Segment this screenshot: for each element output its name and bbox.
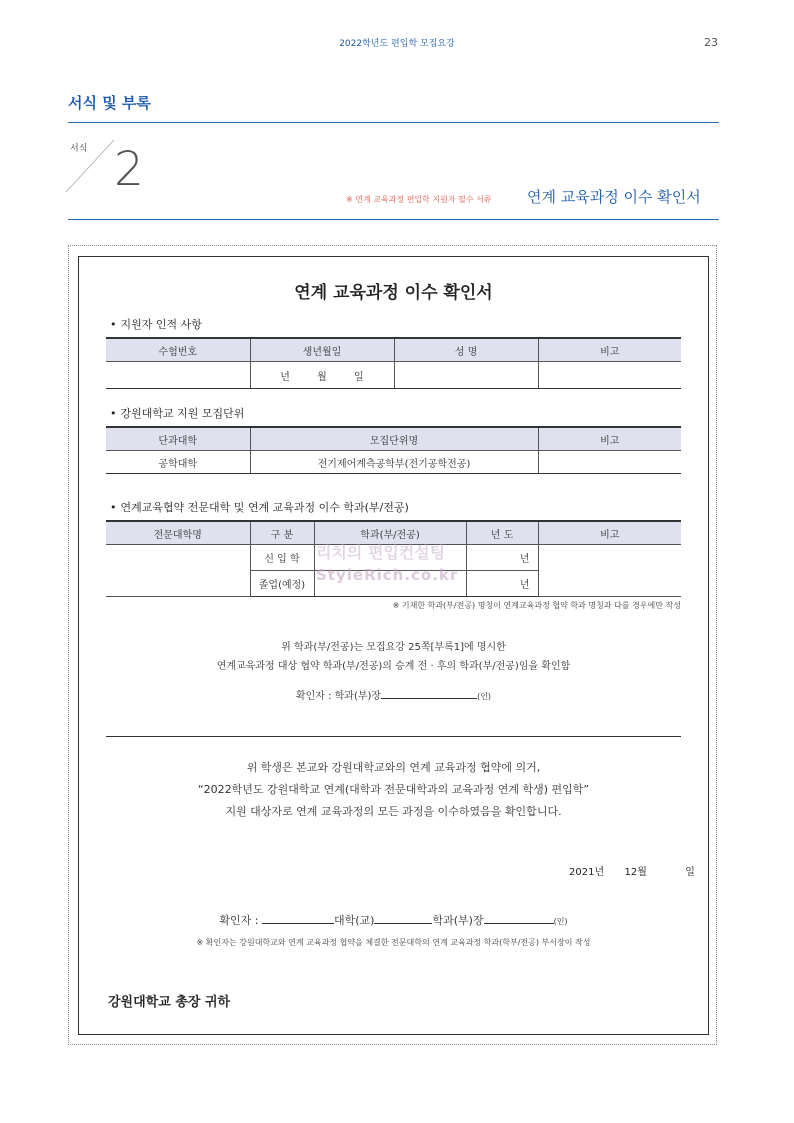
section3-heading: • 연계교육협약 전문대학 및 연계 교육과정 이수 학과(부/전공): [110, 501, 409, 514]
section1-title: 지원자 인적 사항: [120, 318, 202, 331]
col-unit-name: 모집단위명: [250, 427, 538, 451]
confirm-row: [106, 912, 681, 928]
doc-title: 연계 교육과정 이수 확인서: [527, 188, 701, 206]
col-major: 학과(부/전공): [314, 521, 466, 545]
form-number: 2: [114, 142, 144, 197]
confirm-univ-line[interactable]: [262, 912, 334, 924]
col-year: 년 도: [466, 521, 538, 545]
remarks-cell[interactable]: [538, 362, 681, 389]
section3-title: 연계교육협약 전문대학 및 연계 교육과정 이수 학과(부/전공): [120, 501, 409, 514]
dept-signature-line[interactable]: [381, 687, 477, 699]
year-label: 년: [280, 371, 290, 383]
slash-decoration: [62, 136, 122, 196]
col-category: 구 분: [250, 521, 314, 545]
col-college-name: 전문대학명: [106, 521, 250, 545]
statement-line1: 위 학생은 본교와 강원대학교와의 연계 교육과정 협약에 의거,: [246, 761, 541, 774]
issue-day: 일: [685, 867, 695, 878]
confirm-label: 확인자 :: [219, 914, 259, 927]
birth-date-cell[interactable]: [250, 362, 394, 389]
confirm-signature-line[interactable]: [484, 912, 554, 924]
day-label: 일: [354, 371, 364, 383]
unit-remarks-cell[interactable]: [538, 451, 681, 474]
section-title: 서식 및 부록: [68, 94, 151, 112]
admission-label: 신 입 학: [250, 545, 314, 571]
major-name-note: ※ 기재한 학과(부/전공) 명칭이 연계교육과정 협약 학과 명칭과 다를 경우에만 작성: [392, 601, 681, 610]
statement-line3: 지원 대상자로 연계 교육과정의 모든 과정을 이수하였음을 확인합니다.: [225, 805, 562, 818]
confirm-dept-line[interactable]: [374, 912, 432, 924]
month-label: 월: [317, 371, 327, 383]
dept-confirm-line1: 위 학과(부/전공)는 모집요강 25쪽[부록1]에 명시한: [281, 642, 506, 653]
college-name-cell[interactable]: [106, 545, 250, 597]
page-number: 23: [704, 36, 718, 49]
confirm-seal: (인): [553, 917, 568, 926]
form-title: 연계 교육과정 이수 확인서: [294, 283, 493, 303]
college-cell: 공학대학: [106, 451, 250, 474]
issue-year: 2021년: [569, 867, 605, 878]
statement-divider: [106, 736, 681, 737]
section1-heading: • 지원자 인적 사항: [110, 318, 202, 331]
watermark-url: StyleRich.co.kr: [316, 566, 459, 584]
dept-seal: (인): [477, 692, 492, 701]
applicant-table: [106, 337, 681, 389]
col-major-remarks: 비고: [538, 521, 681, 545]
doc-divider: [68, 219, 719, 220]
exam-number-cell[interactable]: [106, 362, 250, 389]
col-remarks: 비고: [538, 338, 681, 362]
section2-title: 강원대학교 지원 모집단위: [120, 407, 245, 420]
admission-year-cell[interactable]: 년: [466, 545, 538, 571]
section-divider: [68, 122, 719, 123]
col-name: 성 명: [394, 338, 538, 362]
unit-name-cell: 전기제어계측공학부(전기공학전공): [250, 451, 538, 474]
col-unit-remarks: 비고: [538, 427, 681, 451]
section2-heading: • 강원대학교 지원 모집단위: [110, 407, 245, 420]
form-label: 서식: [70, 144, 88, 154]
name-cell[interactable]: [394, 362, 538, 389]
header-title: 2022학년도 편입학 모집요강: [339, 39, 455, 49]
unit-table: [106, 426, 681, 474]
statement-line2: “2022학년도 강원대학교 연계(대학과 전문대학과의 교육과정 연계 학생) 편입학”: [197, 783, 590, 796]
major-remarks-cell[interactable]: [538, 545, 681, 597]
confirm-univ-label: 대학(교): [334, 914, 375, 927]
confirm-dept-label: 학과(부)장: [432, 914, 484, 927]
col-birth-date: 생년월일: [250, 338, 394, 362]
required-doc-note: ※ 연계 교육과정 편입학 지원자 필수 서류: [346, 195, 492, 204]
dept-confirm-line2: 연계교육과정 대상 협약 학과(부/전공)의 승계 전 · 후의 학과(부/전공)임을 확인함: [216, 661, 571, 672]
dept-signer-label: 확인자 : 학과(부)장: [295, 691, 382, 702]
issue-date: [569, 863, 695, 878]
col-exam-number: 수험번호: [106, 338, 250, 362]
dept-signer-row: [106, 687, 681, 702]
confirm-note: ※ 확인자는 강원대학교와 연계 교육과정 협약을 체결한 전문대학의 연계 교육과정 학과(학부/전공) 부서장이 작성: [196, 938, 591, 947]
graduation-year-cell[interactable]: 년: [466, 571, 538, 597]
addressee: 강원대학교 총장 귀하: [108, 995, 231, 1010]
graduation-label: 졸업(예정): [250, 571, 314, 597]
issue-month: 12월: [624, 867, 647, 878]
watermark-text: 리치의 편입컨설팅: [316, 543, 446, 562]
col-college: 단과대학: [106, 427, 250, 451]
